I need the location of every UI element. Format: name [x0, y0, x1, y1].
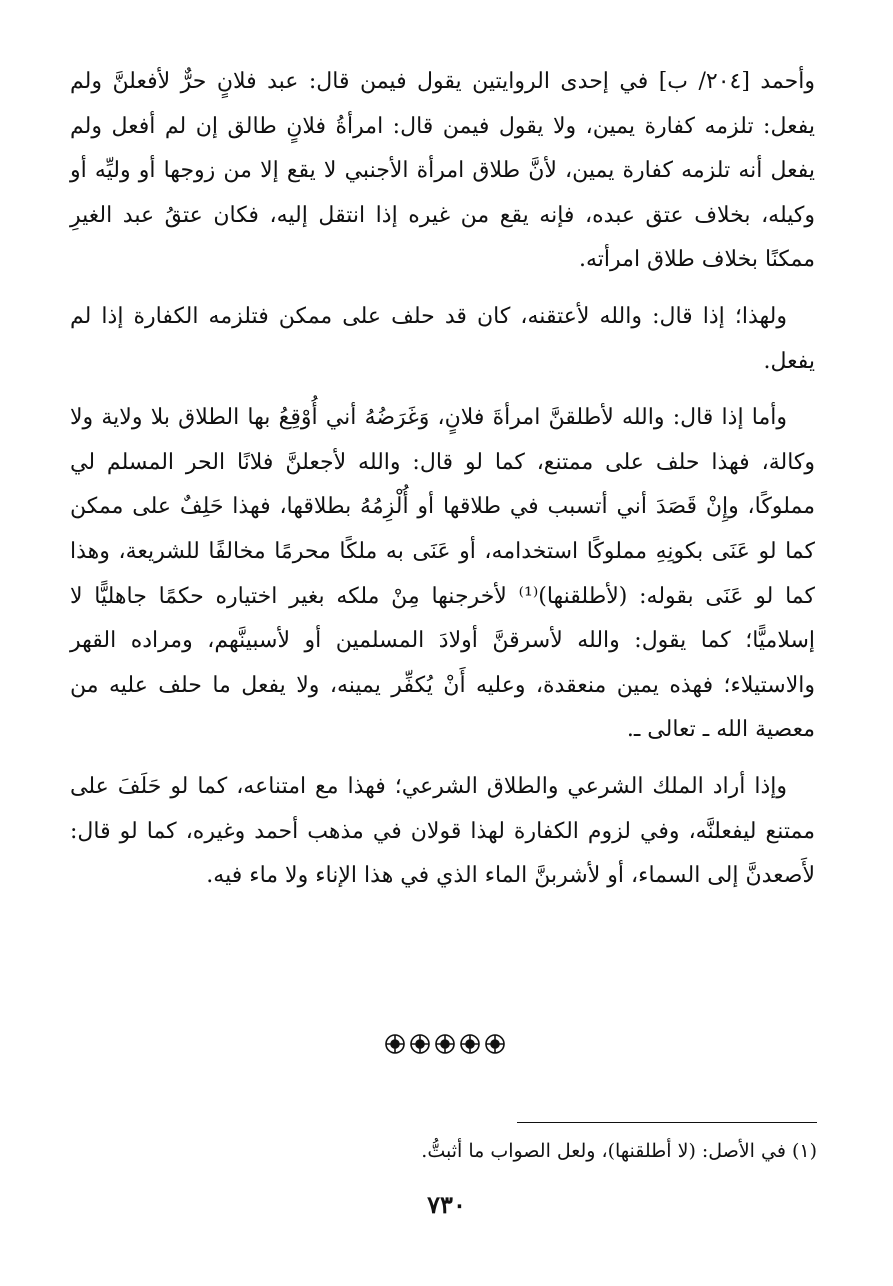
paragraph-2: ولهذا؛ إذا قال: والله لأعتقنه، كان قد حلف على ممكن فتلزمه الكفارة إذا لم يفعل.	[70, 303, 815, 374]
paragraph-1: وأحمد [٢٠٤/ ب] في إحدى الروايتين يقول فيمن قال: عبد فلانٍ حرٌّ لأفعلنَّ ولم يفعل: تلزمه كفارة يمين، ولا يقول فيمن قال: امرأةُ فلانٍ طالق إن لم أفعل ولم يفعل أنه تلزمه كفارة يمين، لأنَّ طلاق امرأة الأجنبي لا يقع إلا من زوجها أو وليِّه أو وكيله، بخلاف عتق عبده، فإنه يقع من غيره إذا انتقل إليه، فكان عتقُ عبد الغيرِ ممكنًا بخلاف طلاق امرأته.	[70, 69, 815, 273]
paragraph-4: وإذا أراد الملك الشرعي والطلاق الشرعي؛ فهذا مع امتناعه، كما لو حَلَفَ على ممتنع ليفعلنَّه، وفي لزوم الكفارة لهذا قولان في مذهب أحمد وغيره، كما لو قال: لأَصعدنَّ إلى السماء، أو لأشربنَّ الماء الذي في هذا الإناء ولا ماء فيه.	[70, 773, 815, 889]
footnote: (١) في الأصل: (لا أطلقنها)، ولعل الصواب ما أثبتُّ.	[421, 1140, 817, 1162]
main-text	[70, 60, 815, 911]
floral-ornament-icon	[380, 1026, 510, 1062]
paragraph-3: وأما إذا قال: والله لأطلقنَّ امرأةَ فلانٍ، وَغَرَضُهُ أني أُوْقِعُ بها الطلاق بلا ولاية ولا وكالة، فهذا حلف على ممتنع، كما لو قال: والله لأجعلنَّ فلانًا الحر المسلم لي مملوكًا، وإِنْ قَصَدَ أني أتسبب في طلاقها أو أُلْزِمُهُ بطلاقها، فهذا حَلِفٌ على ممكن كما لو عَنَى بكونِهِ مملوكًا استخدامه، أو عَنَى به ملكًا محرمًا مخالفًا للشريعة، وهذا كما لو عَنَى بقوله: (لأطلقنها)⁽¹⁾ لأخرجنها مِنْ ملكه بغير اختياره حكمًا جاهليًّا لا إسلاميًّا؛ كما يقول: والله لأسرقنَّ أولادَ المسلمين أو لأسبينَّهم، ومراده القهر والاستيلاء؛ فهذه يمين منعقدة، وعليه أَنْ يُكفِّر يمينه، ولا يفعل ما حلف عليه من معصية الله ـ تعالى ـ.	[70, 405, 815, 743]
footnote-divider	[517, 1122, 817, 1123]
page-number: ٧٣٠	[427, 1190, 466, 1219]
